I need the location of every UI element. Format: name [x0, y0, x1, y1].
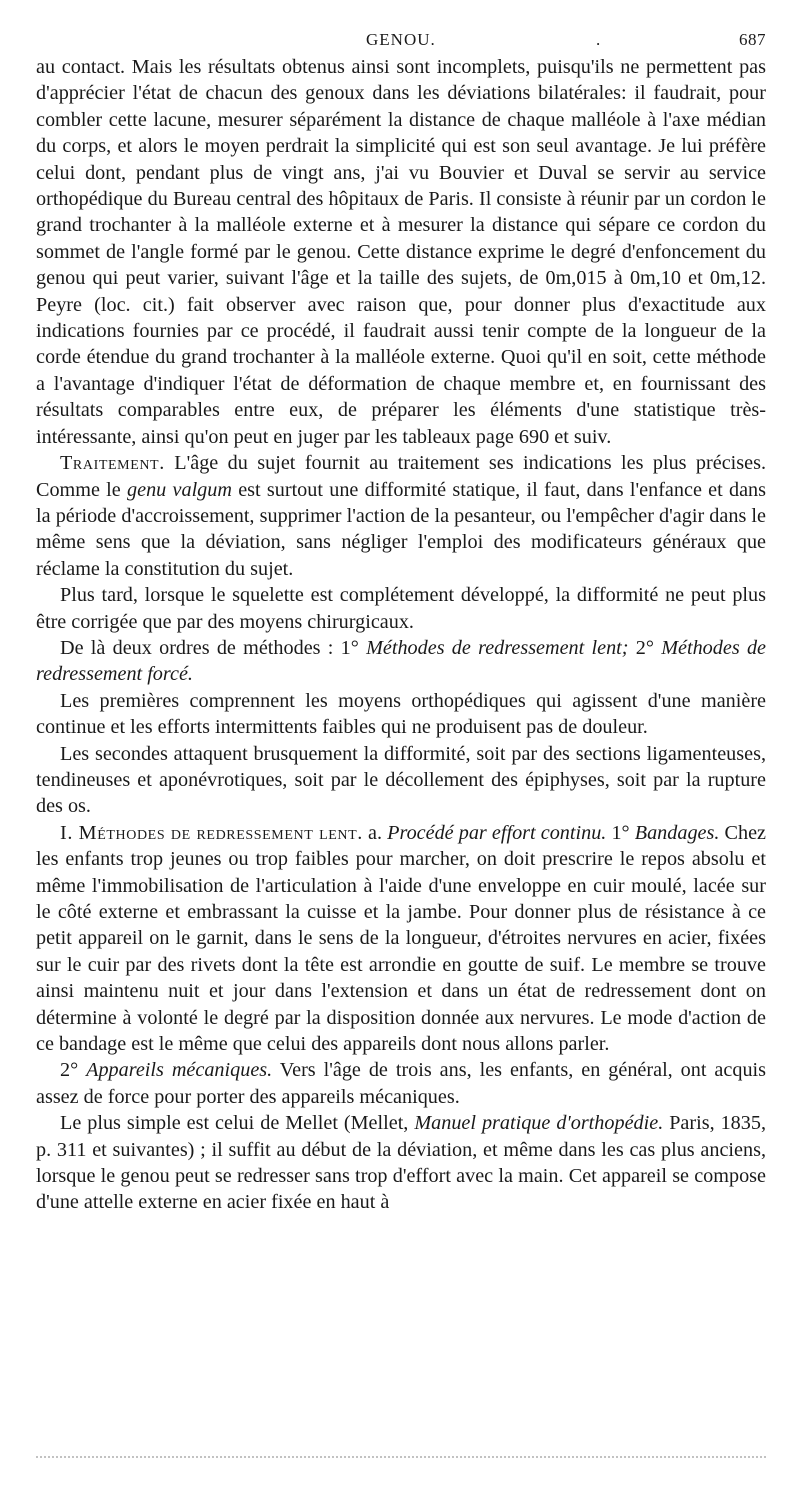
italic-term: Méthodes de redressement lent;	[366, 636, 629, 659]
body-text	[36, 54, 766, 1216]
footer-rule	[36, 1456, 766, 1458]
paragraph-text: est surtout une difformité statique, il faut, dans l'enfance et dans la période d'accroissement, supprimer l'action de la pesanteur, ou l'empêcher d'agir dans le même sens que la déviation, sans négliger l'emploi des modificateurs généraux que réclame la constitution du sujet.	[36, 478, 766, 580]
running-head-title: GENOU.	[366, 30, 436, 49]
paragraph-deux-ordres	[36, 635, 766, 688]
paragraph-text: L'âge du sujet fournit au traitement ses indications les plus précises. Comme le	[36, 452, 766, 501]
paragraph-appareils-mecaniques	[36, 1057, 766, 1110]
paragraph-text: Chez les enfants trop jeunes ou trop faibles pour marcher, on doit prescrire le repos absolu et même l'immobilisation de l'articulation à l'aide d'une enveloppe en cuir moulé, lacée sur le côté externe et embrassant la cuisse et la jambe. Pour donner plus de résistance à ce petit appareil on le garnit, dans le sens de la longueur, d'étroites nervures en acier, fixées sur le cuir par des rivets dont la tête est arrondie en goutte de suif. Le membre se trouve ainsi maintenu nuit et jour dans l'extension et dans un état de redressement dont on détermine à volonté le degré par la disposition donnée aux nervures. Le mode d'action de ce bandage est le même que celui des appareils dont nous allons parler.	[36, 821, 766, 1056]
page-number: 687	[739, 30, 766, 49]
paragraph-text: 2°	[628, 636, 662, 659]
paragraph-methodes-redressement-lent	[36, 820, 766, 1058]
paragraph-text: De là deux ordres de méthodes : 1°	[60, 636, 367, 659]
section-heading-methodes: I. Méthodes de redressement lent.	[60, 821, 363, 844]
italic-term: Manuel pratique d'orthopédie.	[414, 1112, 664, 1135]
paragraph-text: a.	[362, 821, 388, 844]
italic-term: Procédé par effort continu.	[387, 821, 607, 844]
document-page	[36, 30, 766, 1216]
paragraph-measurement-method: au contact. Mais les résultats obtenus ainsi sont incomplets, puisqu'ils ne permettent pas d'apprécier l'état de chacun des genoux dans les déviations bilatérales: il faudrait, pour combler cette lacune, mesurer séparément la distance de chaque malléole à l'axe médian du corps, et alors le moyen perdrait la simplicité qui est son seul avantage. Je lui préfère celui dont, pendant plus de vingt ans, j'ai vu Bouvier et Duval se servir au service orthopédique du Bureau central des hôpitaux de Paris. Il consiste à réunir par un cordon le grand trochanter à la malléole externe et à mesurer la distance qui sépare ce cordon du sommet de l'angle formé par le genou. Cette distance exprime le degré d'enfoncement du genou qui peut varier, suivant l'âge et la taille des sujets, de 0m,015 à 0m,10 et 0m,12. Peyre (loc. cit.) fait observer avec raison que, pour donner plus d'exactitude aux indications fournies par ce procédé, il faudrait aussi tenir compte de la longueur de la corde étendue du grand trochanter à la malléole externe. Quoi qu'il en soit, cette méthode a l'avantage d'indiquer l'état de déformation de chaque membre et, en fournissant des résultats comparables entre eux, de préparer les éléments d'une statistique très-intéressante, ainsi qu'on peut en juger par les tableaux page 690 et suiv.	[36, 56, 766, 448]
paragraph-mellet	[36, 1110, 766, 1216]
section-heading-traitement: Traitement.	[60, 452, 165, 475]
paragraph-text: Vers l'âge de trois ans, les enfants, en général, ont acquis assez de force pour porter des appareils mécaniques.	[36, 1059, 766, 1108]
paragraph-secondes: Les secondes attaquent brusquement la difformité, soit par des sections ligamenteuses, tendineuses et aponévrotiques, soit par le décollement des épiphyses, soit par la rupture des os.	[36, 742, 766, 818]
italic-term: Appareils mécaniques.	[86, 1059, 273, 1082]
paragraph-text: Paris, 1835, p. 311 et suivantes) ; il suffit au début de la déviation, et même dans les cas plus anciens, lorsque le genou peut se redresser sans trop d'effort avec la main. Cet appareil se compose d'une attelle externe en acier fixée en haut à	[36, 1112, 767, 1214]
paragraph-premieres: Les premières comprennent les moyens orthopédiques qui agissent d'une manière continue et les efforts intermittents faibles qui ne produisent pas de douleur.	[36, 689, 766, 739]
italic-term: Méthodes de redressement forcé.	[36, 636, 766, 686]
paragraph-text: Le plus simple est celui de Mellet (Mellet,	[60, 1112, 415, 1135]
running-head	[36, 30, 766, 54]
paragraph-text: 2°	[60, 1059, 87, 1082]
paragraph-text: 1°	[606, 821, 635, 844]
italic-term: genu valgum	[127, 478, 232, 501]
running-head-separator: .	[596, 30, 602, 49]
paragraph-plus-tard: Plus tard, lorsque le squelette est complétement développé, la difformité ne peut plus être corrigée que par des moyens chirurgicaux.	[36, 584, 766, 633]
italic-term: Bandages.	[634, 821, 720, 844]
paragraph-traitement	[36, 450, 766, 582]
